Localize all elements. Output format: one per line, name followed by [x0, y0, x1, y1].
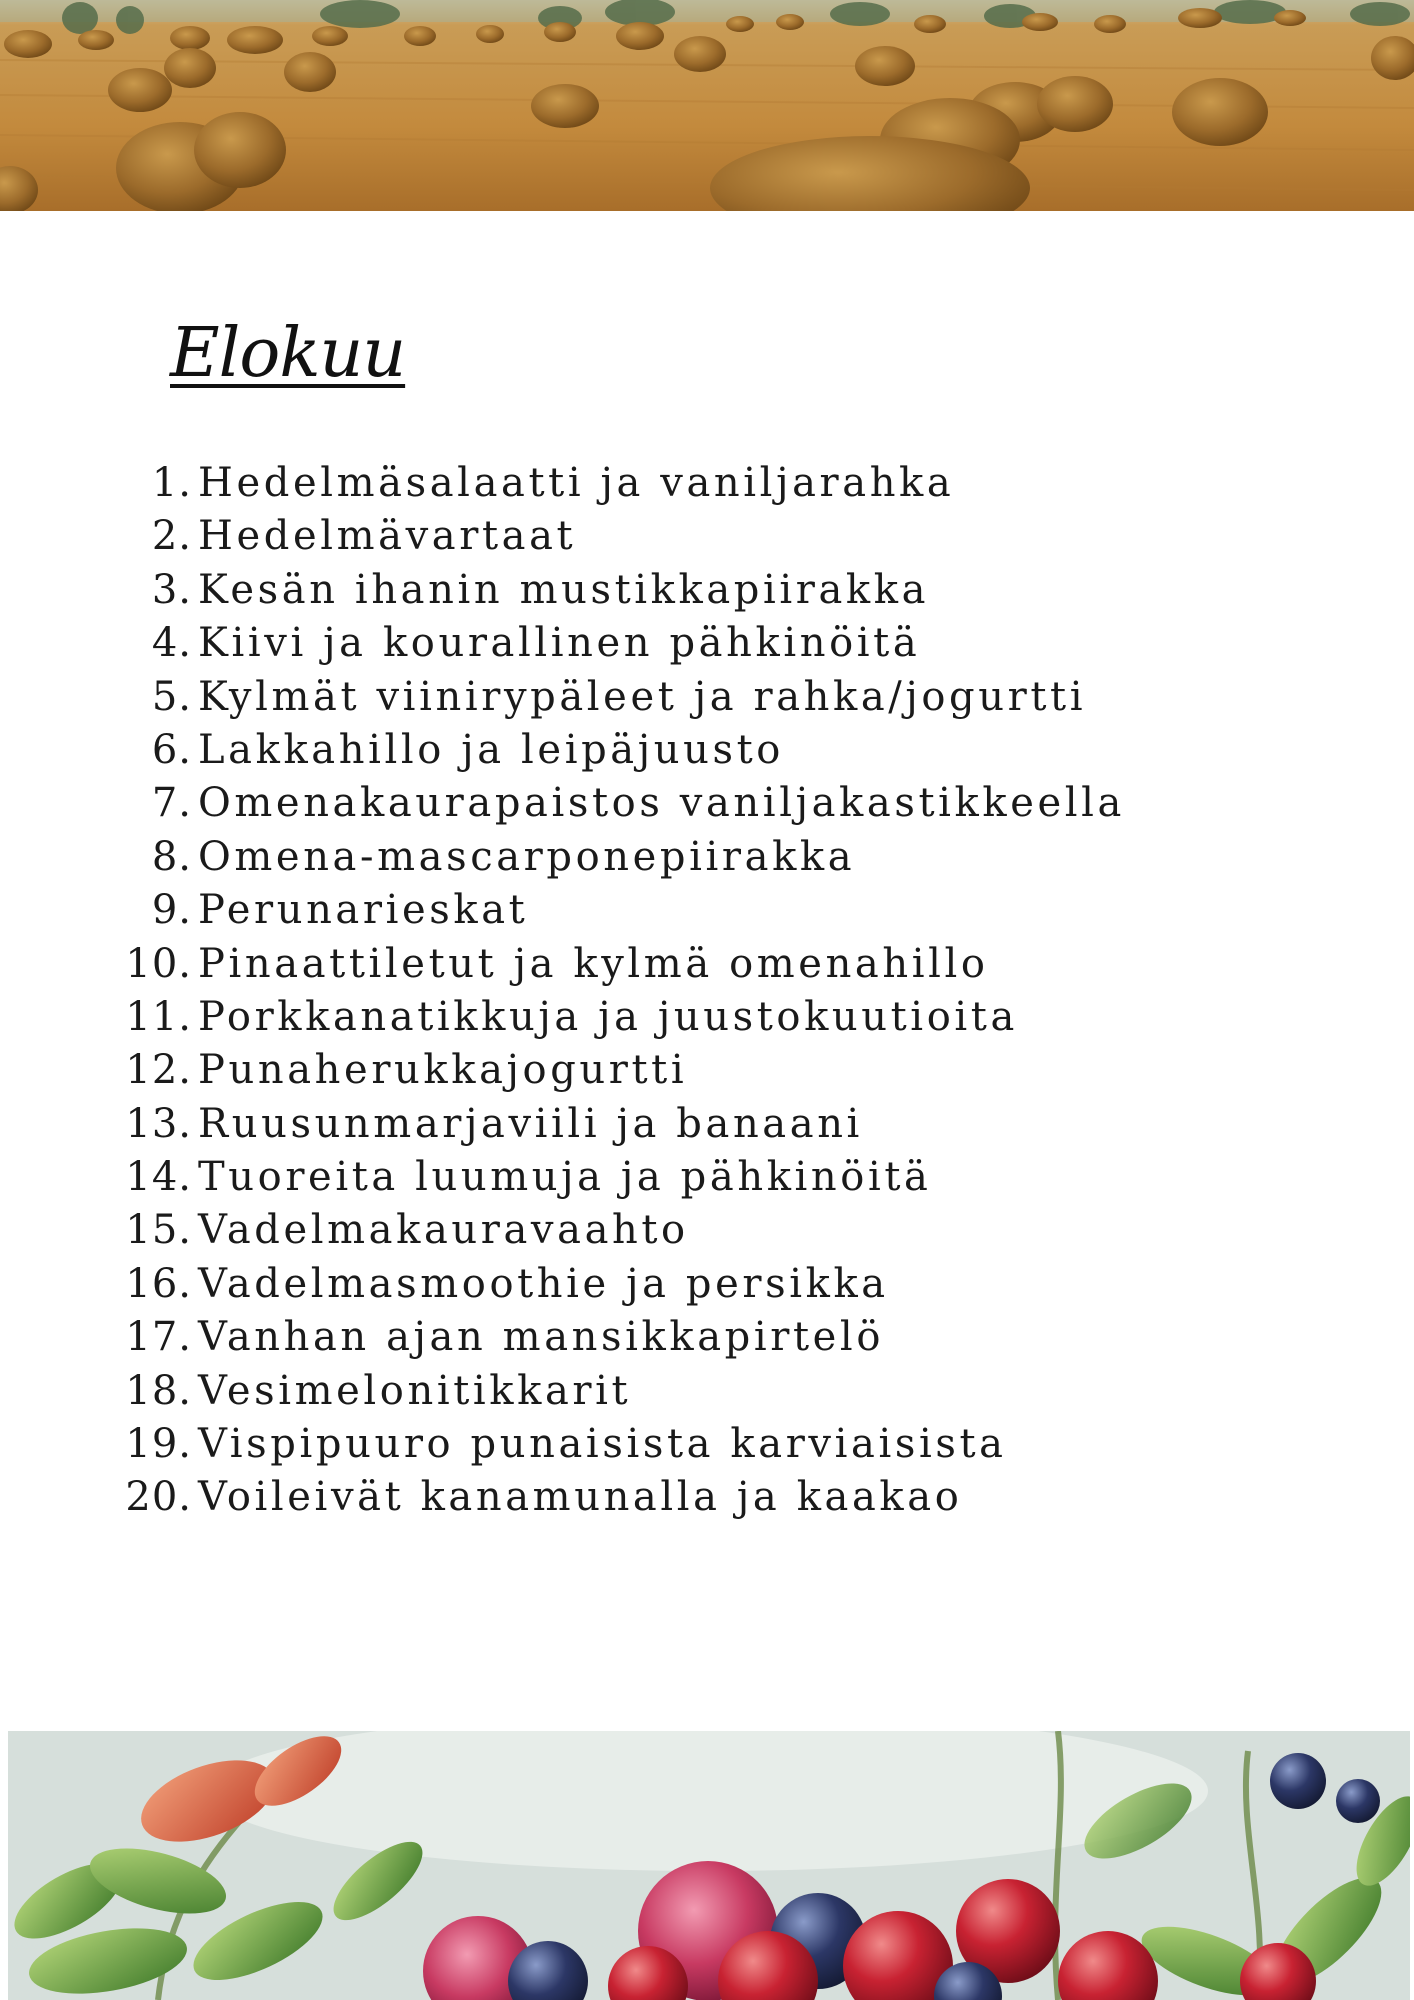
- berries-illustration: [8, 1731, 1410, 2000]
- list-item-text: Kesän ihanin mustikkapiirakka: [198, 566, 930, 613]
- list-item: [110, 727, 1125, 780]
- list-item-text: Hedelmäsalaatti ja vaniljarahka: [198, 460, 955, 506]
- list-item-number: 6.: [151, 726, 192, 773]
- list-item-number: 16.: [125, 1260, 192, 1307]
- list-item-number: 19.: [125, 1421, 192, 1468]
- list-item-number: 2.: [151, 513, 192, 560]
- list-item: [110, 780, 1125, 833]
- recipe-list: [110, 460, 1125, 1528]
- list-item-number: 11.: [125, 993, 192, 1040]
- list-item: [110, 620, 1125, 673]
- list-item-text: Pinaattiletut ja kylmä omenahillo: [198, 940, 989, 987]
- list-item-text: Hedelmävartaat: [198, 513, 577, 560]
- list-item-number: 20.: [125, 1474, 192, 1521]
- list-item-text: Tuoreita luumuja ja pähkinöitä: [198, 1154, 932, 1201]
- list-item: [110, 1101, 1125, 1154]
- forest-berries-photo: [8, 1731, 1410, 2000]
- list-item-text: Perunarieskat: [198, 887, 529, 934]
- list-item: [110, 1314, 1125, 1367]
- list-item-text: Vadelmasmoothie ja persikka: [198, 1260, 889, 1307]
- list-item-text: Kylmät viinirypäleet ja rahka/jogurtti: [198, 673, 1087, 720]
- list-item-text: Ruusunmarjaviili ja banaani: [198, 1100, 863, 1147]
- list-item-number: 5.: [151, 673, 192, 720]
- hay-bales-illustration: [0, 0, 1414, 211]
- list-item: [110, 1368, 1125, 1421]
- list-item: [110, 941, 1125, 994]
- list-item-number: 18.: [125, 1367, 192, 1414]
- list-item: [110, 1474, 1125, 1527]
- list-item: [110, 460, 1125, 513]
- list-item-number: 8.: [151, 833, 192, 880]
- list-item-text: Kiivi ja kourallinen pähkinöitä: [198, 620, 921, 667]
- list-item-text: Porkkanatikkuja ja juustokuutioita: [198, 993, 1018, 1040]
- list-item-number: 7.: [151, 780, 192, 827]
- page-title: Elokuu: [170, 314, 406, 393]
- list-item-text: Punaherukkajogurtti: [198, 1047, 688, 1094]
- list-item: [110, 887, 1125, 940]
- list-item-text: Vesimelonitikkarit: [198, 1367, 632, 1414]
- list-item-number: 4.: [151, 620, 192, 667]
- list-item-text: Voileivät kanamunalla ja kaakao: [198, 1474, 963, 1521]
- list-item-text: Omenakaurapaistos vaniljakastikkeella: [198, 780, 1125, 827]
- list-item: [110, 1421, 1125, 1474]
- list-item-number: 1.: [151, 460, 192, 506]
- list-item: [110, 674, 1125, 727]
- list-item-text: Vadelmakauravaahto: [198, 1207, 689, 1254]
- list-item-number: 10.: [125, 940, 192, 987]
- list-item: [110, 567, 1125, 620]
- list-item-number: 14.: [125, 1154, 192, 1201]
- list-item: [110, 1154, 1125, 1207]
- list-item: [110, 834, 1125, 887]
- list-item-number: 17.: [125, 1314, 192, 1361]
- list-item: [110, 513, 1125, 566]
- list-item-text: Vanhan ajan mansikkapirtelö: [198, 1314, 885, 1361]
- list-item-number: 13.: [125, 1100, 192, 1147]
- list-item: [110, 1261, 1125, 1314]
- list-item-number: 12.: [125, 1047, 192, 1094]
- list-item-number: 9.: [151, 887, 192, 934]
- list-item: [110, 1047, 1125, 1100]
- list-item: [110, 1207, 1125, 1260]
- hay-bales-field-photo: [0, 0, 1414, 211]
- list-item-number: 3.: [151, 566, 192, 613]
- list-item-text: Omena-mascarponepiirakka: [198, 833, 856, 880]
- list-item: [110, 994, 1125, 1047]
- list-item-text: Vispipuuro punaisista karviaisista: [198, 1421, 1007, 1468]
- list-item-number: 15.: [125, 1207, 192, 1254]
- list-item-text: Lakkahillo ja leipäjuusto: [198, 726, 784, 773]
